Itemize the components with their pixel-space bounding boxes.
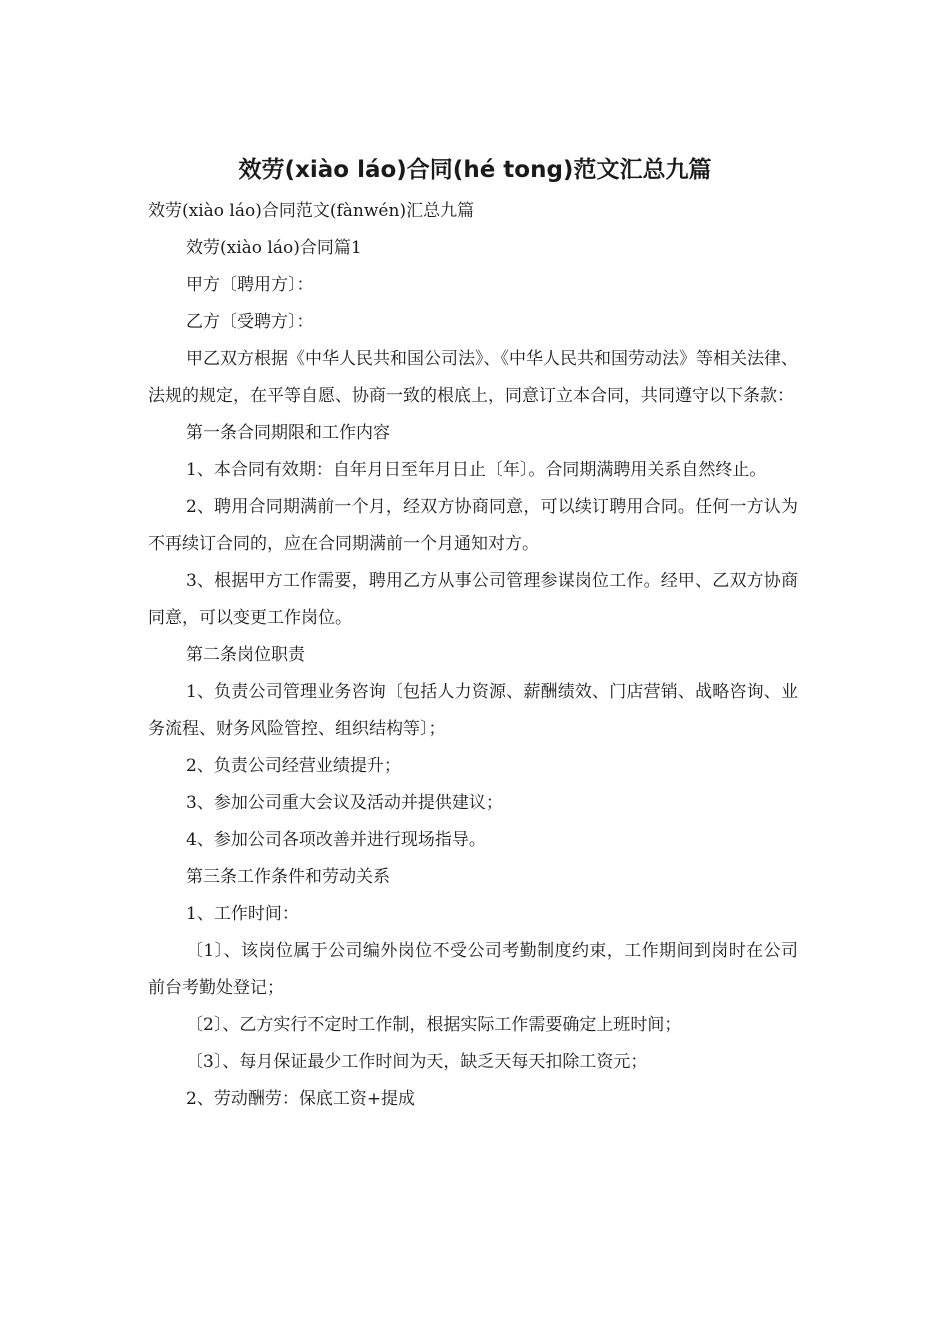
paragraph-article-3-item-2: 2、劳动酬劳：保底工资+提成 <box>186 1089 416 1109</box>
paragraph-contract-heading: 效劳(xiào láo)合同篇1 <box>186 238 362 258</box>
document-title: 效劳(xiào láo)合同(hé tong)范文汇总九篇 <box>238 157 712 183</box>
paragraph-article-3-item-1: 1、工作时间： <box>186 904 299 924</box>
paragraph-article-1-heading: 第一条合同期限和工作内容 <box>186 423 390 443</box>
paragraph-party-a: 甲方〔聘用方〕： <box>186 275 314 295</box>
paragraph-party-b: 乙方〔受聘方〕： <box>186 312 314 332</box>
paragraph-article-2-heading: 第二条岗位职责 <box>186 645 305 665</box>
paragraph-article-2-item-3: 3、参加公司重大会议及活动并提供建议； <box>186 793 503 813</box>
paragraph-preamble: 甲乙双方根据《中华人民共和国公司法》、《中华人民共和国劳动法》等相关法律、法规的规定，在平等自愿、协商一致的根底上，同意订立本合同，共同遵守以下条款： <box>148 349 798 406</box>
paragraph-article-2-item-4: 4、参加公司各项改善并进行现场指导。 <box>186 830 486 850</box>
paragraph-subtitle: 效劳(xiào láo)合同范文(fànwén)汇总九篇 <box>148 201 475 221</box>
paragraph-article-2-item-2: 2、负责公司经营业绩提升； <box>186 756 401 776</box>
paragraph-article-3-sub-3: 〔3〕、每月保证最少工作时间为天，缺乏天每天扣除工资元； <box>186 1052 648 1072</box>
paragraph-article-1-item-2: 2、聘用合同期满前一个月，经双方协商同意，可以续订聘用合同。任何一方认为不再续订合同的，应在合同期满前一个月通知对方。 <box>148 497 798 554</box>
paragraph-article-1-item-1: 1、本合同有效期：自年月日至年月日止〔年〕。合同期满聘用关系自然终止。 <box>186 460 767 480</box>
paragraph-article-3-heading: 第三条工作条件和劳动关系 <box>186 867 390 887</box>
paragraph-article-1-item-3: 3、根据甲方工作需要，聘用乙方从事公司管理参谋岗位工作。经甲、乙双方协商同意，可以变更工作岗位。 <box>148 571 798 628</box>
paragraph-article-2-item-1: 1、负责公司管理业务咨询〔包括人力资源、薪酬绩效、门店营销、战略咨询、业务流程、财务风险管控、组织结构等〕； <box>148 682 798 739</box>
paragraph-article-3-sub-1: 〔1〕、该岗位属于公司编外岗位不受公司考勤制度约束，工作期间到岗时在公司前台考勤处登记； <box>148 941 798 998</box>
document-body <box>148 193 798 1118</box>
paragraph-article-3-sub-2: 〔2〕、乙方实行不定时工作制，根据实际工作需要确定上班时间； <box>186 1015 682 1035</box>
